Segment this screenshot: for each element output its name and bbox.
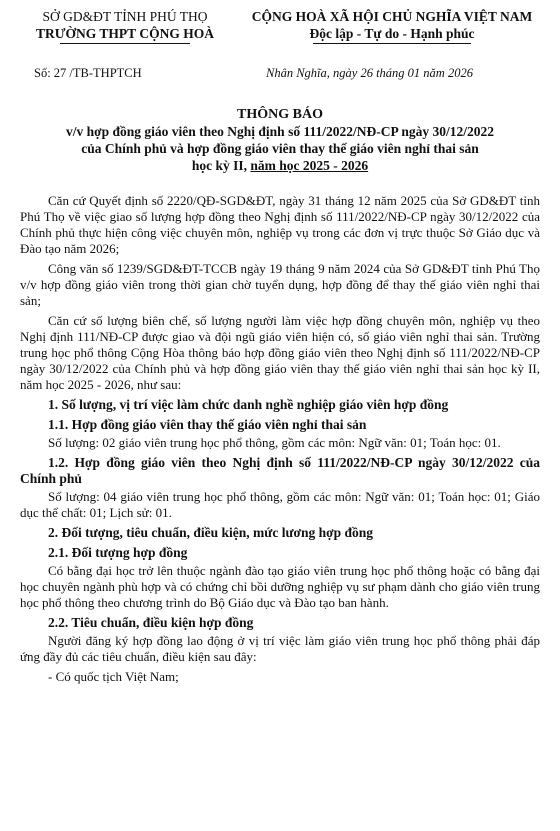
paragraph-legal-basis-2: Công văn số 1239/SGD&ĐT-TCCB ngày 19 tháng 9 năm 2024 của Sở GD&ĐT tỉnh Phú Thọ v/v hợp đồng giáo viên trong thời gian chờ tuyển dụng, hợp đồng để thay thế giáo viên nghỉ thai sản; [20,261,540,308]
section-2-2-heading: 2.2. Tiêu chuẩn, điều kiện hợp đồng [48,615,254,630]
notice-body [20,193,540,685]
notice-subject-line1: v/v hợp đồng giáo viên theo Nghị định số 111/2022/NĐ-CP ngày 30/12/2022 [66,124,494,139]
section-2-1-text: Có bằng đại học trở lên thuộc ngành đào tạo giáo viên trung học phổ thông hoặc có bằng đại học chuyên ngành phù hợp và có chứng chỉ bồi dưỡng nghiệp vụ sư phạm dành cho giáo viên trung học phổ thông theo chương trình do Bộ Giáo dục và Đào tạo ban hành. [20,563,540,610]
notice-title-block [20,106,540,174]
section-2-2-text: Người đăng ký hợp đồng lao động ở vị trí việc làm giáo viên trung học phổ thông phải đáp ứng đầy đủ các tiêu chuẩn, điều kiện sau đây: [20,633,540,664]
national-motto-block [232,8,552,44]
agency-underline [60,43,190,44]
issuing-agency-block [20,8,230,44]
paragraph-legal-basis-3: Căn cứ số lượng biên chế, số lượng người làm việc hợp đồng chuyên môn, nghiệp vụ theo Nghị định 111/NĐ-CP được giao và đội ngũ giáo viên hiện có, số giáo viên nghỉ thai sản. Trường trung học phổ thông Cộng Hòa thông báo hợp đồng giáo viên theo Nghị định số 111/2022/NĐ-CP ngày 30/12/2022 của Chính phủ và hợp đồng giáo viên thay thế giáo viên nghỉ thai sản học kỳ II, năm học 2025 - 2026, như sau: [20,313,540,392]
notice-title: THÔNG BÁO [237,107,323,122]
section-1-2-heading: 1.2. Hợp đồng giáo viên theo Nghị định số 111/2022/NĐ-CP ngày 30/12/2022 của Chính phủ [20,455,540,486]
school-name: TRƯỜNG THPT CỘNG HOÀ [36,26,214,41]
notice-subject-line2: của Chính phủ và hợp đồng giáo viên thay thế giáo viên nghỉ thai sản [81,141,479,156]
section-1-1-text: Số lượng: 02 giáo viên trung học phổ thông, gồm các môn: Ngữ văn: 01; Toán học: 01. [48,435,501,450]
section-1-heading: 1. Số lượng, vị trí việc làm chức danh nghề nghiệp giáo viên hợp đồng [48,397,449,412]
department-name: SỞ GD&ĐT TỈNH PHÚ THỌ [42,9,208,24]
motto-underline [313,43,471,44]
national-motto: Độc lập - Tự do - Hạnh phúc [309,26,475,41]
section-1-2-text: Số lượng: 04 giáo viên trung học phổ thông, gồm các môn: Ngữ văn: 01; Toán học: 01; Giáo dục thể chất: 01; Lịch sử: 01. [20,489,540,520]
paragraph-legal-basis-1: Căn cứ Quyết định số 2220/QĐ-SGD&ĐT, ngày 31 tháng 12 năm 2025 của Sở GD&ĐT tỉnh Phú Thọ về việc giao số lượng hợp đồng theo Nghị định số 111/2022/NĐ-CP ngày 30/12/2022 của Chính phủ thực hiện công việc chuyên môn, nghiệp vụ trong các đơn vị trực thuộc Sở Giáo dục và Đào tạo năm 2026; [20,193,540,256]
condition-bullet-1: - Có quốc tịch Việt Nam; [48,669,179,684]
subject-term: học kỳ II, [191,158,251,173]
section-1-1-heading: 1.1. Hợp đồng giáo viên thay thế giáo viên nghỉ thai sản [48,417,367,432]
subject-school-year: năm học 2025 - 2026 [250,158,369,173]
place-and-date: Nhân Nghĩa, ngày 26 tháng 01 năm 2026 [266,66,473,80]
section-2-heading: 2. Đối tượng, tiêu chuẩn, điều kiện, mức lương hợp đồng [48,525,374,540]
reference-number: Số: 27 /TB-THPTCH [34,66,142,80]
country-name: CỘNG HOÀ XÃ HỘI CHỦ NGHĨA VIỆT NAM [251,9,533,24]
section-2-1-heading: 2.1. Đối tượng hợp đồng [48,545,188,560]
notice-subject-line3 [20,157,540,174]
